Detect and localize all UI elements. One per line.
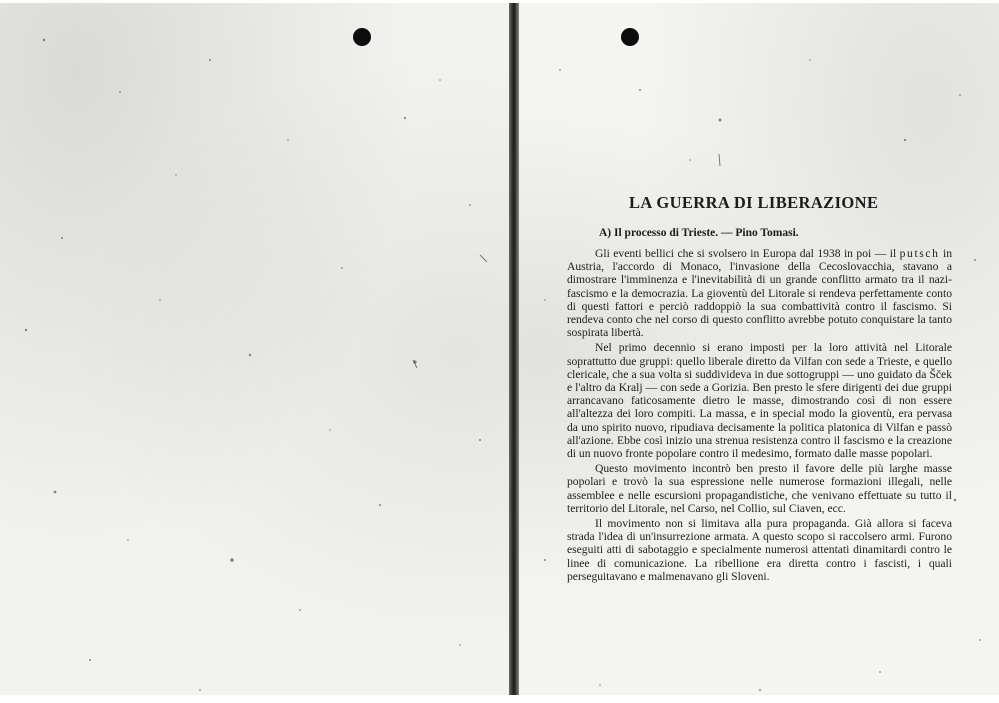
paragraph-1-after: in Austria, l'accordo di Monaco, l'invasione della Cecoslovacchia, stavano a dimostrare l'imminenza e l'inevitabilità di un grande conflitto armato tra il nazi-fascismo e la democrazia. La gioventù del Litorale si rendeva perfettamente conto di questi fattori e perciò raddoppiò la sua combattività contro il fascismo. Si rendeva conto che nel corso di questo conflitto avrebbe potuto conquistare la tanto sospirata libertà. [567, 247, 953, 340]
chapter-text [567, 193, 952, 583]
paragraph-1 [567, 247, 952, 339]
chapter-title: LA GUERRA DI LIBERAZIONE [629, 193, 879, 212]
paragraph-3: Questo movimento incontrò ben presto il favore delle più larghe masse popolari e trovò la sua espressione nelle numerose formazioni illegali, nelle assemblee e nelle escursioni propagandistiche, che venivano effettuate su tutto il territorio del Litorale, nel Carso, nel Collio, sul Ciaven, ecc. [567, 462, 952, 515]
paragraph-4: Il movimento non si limitava alla pura propaganda. Già allora si faceva strada l'idea di un'insurrezione armata. A questo scopo si raccolsero armi. Furono eseguiti atti di sabotaggio e specialmente numerosi attentati dinamitardi contro le linee di comunicazione. La ribellione era diretta contro i fascisti, i quali perseguitavano e malmenavano gli Sloveni. [567, 517, 952, 583]
paragraph-2: Nel primo decennio si erano imposti per la loro attività nel Litorale soprattutto due gruppi: quello liberale diretto da Vilfan con sede a Trieste, e quello clericale, che a sua volta si suddivideva in due sottogruppi — uno guidato da Šček e l'altro da Kralj — con sede a Gorizia. Ben presto le sfere dirigenti dei due gruppi arrancavano faticosamente dietro le masse, dimostrando così di non essere all'altezza dei loro compiti. La massa, e in special modo la gioventù, era pervasa da uno spirito nuovo, ripudiava decisamente la politica platonica di Vilfan e passò all'azione. Ebbe così inizio una strenua resistenza contro il fascismo e la creazione di un nuovo fronte popolare contro il medesimo, formato dalle masse popolari. [567, 341, 952, 461]
paragraph-1-before: Gli eventi bellici che si svolsero in Europa dal 1938 in poi — il [595, 247, 900, 260]
section-heading: A) Il processo di Trieste. — Pino Tomasi. [599, 227, 799, 239]
paragraph-1-putsch: putsch [899, 247, 940, 260]
